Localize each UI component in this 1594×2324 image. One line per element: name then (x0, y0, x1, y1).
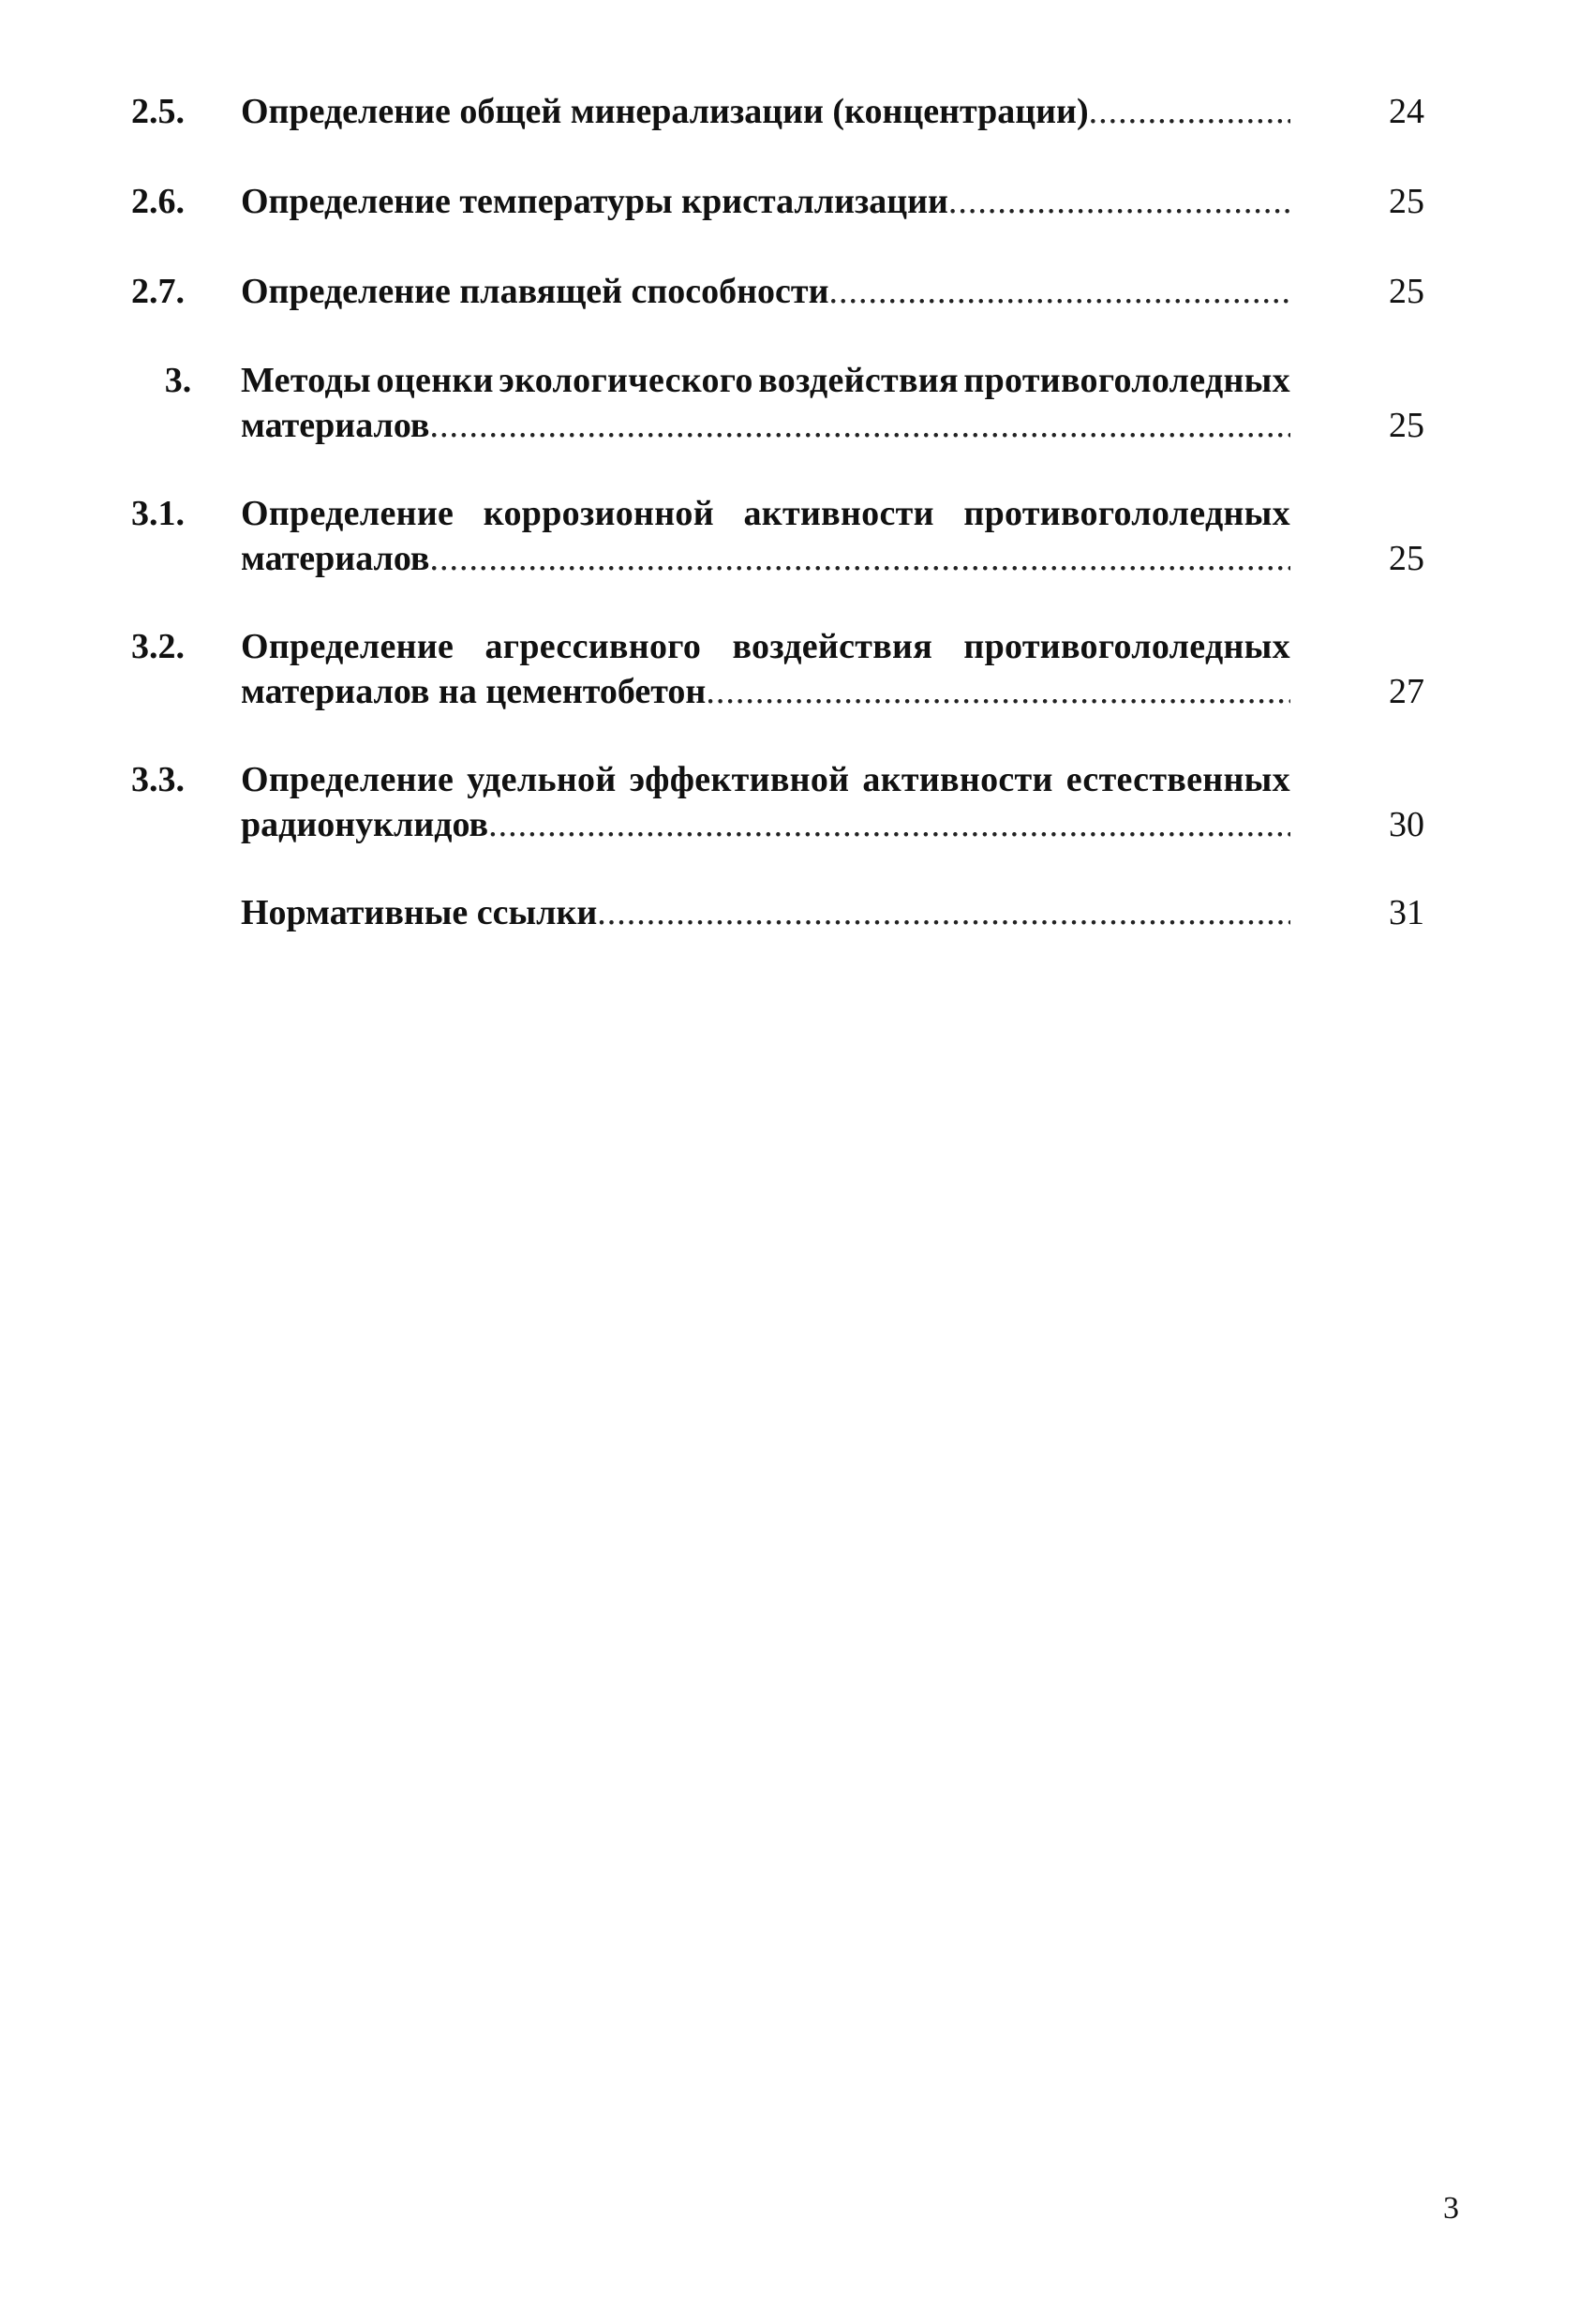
toc-entry (131, 491, 1424, 581)
toc-page-number: 25 (1389, 182, 1424, 221)
toc-entry-title: Определение плавящей способности (241, 272, 829, 311)
toc-entry-title-line: Определение агрессивного воздействия противогололедных (241, 627, 1290, 666)
toc-entry (131, 890, 1424, 935)
dot-leader (948, 179, 1290, 224)
toc-entry (131, 624, 1424, 714)
toc-entry-number: 2.7. (131, 272, 185, 311)
toc-entry (131, 269, 1424, 314)
toc-page-number: 25 (1389, 406, 1424, 445)
toc-entry-title-continued: радионуклидов (241, 805, 489, 844)
page-number-footer: 3 (1443, 2191, 1459, 2226)
dot-leader (429, 403, 1290, 448)
toc-entry-number: 3.3. (131, 760, 185, 799)
toc-entry-title: Определение общей минерализации (концентрации) (241, 92, 1089, 131)
toc-page-number: 31 (1389, 893, 1424, 932)
toc-entry (131, 89, 1424, 134)
toc-entry (131, 757, 1424, 847)
toc-entry-number: 3.1. (131, 494, 185, 533)
toc-entry-title-continued: материалов (241, 406, 430, 445)
toc-page-number: 24 (1389, 92, 1424, 131)
toc-entry (131, 358, 1424, 448)
toc-page-number: 27 (1389, 672, 1424, 711)
toc-entry-title-line: Определение удельной эффективной активности естественных (241, 760, 1290, 799)
toc-entry-number: 2.6. (131, 182, 185, 221)
toc-entry-title: Нормативные ссылки (241, 893, 598, 932)
toc-entry-title-continued: материалов (241, 539, 430, 578)
dot-leader (429, 536, 1290, 581)
toc-entry-title-line: Определение коррозионной активности противогололедных (241, 494, 1290, 533)
toc-entry-number: 3.2. (131, 627, 185, 666)
dot-leader (488, 802, 1290, 847)
toc-page-number: 25 (1389, 539, 1424, 578)
dot-leader (1089, 89, 1290, 134)
toc-entry-number: 2.5. (131, 92, 185, 131)
toc-entry (131, 179, 1424, 224)
toc-entry-number: 3. (164, 361, 192, 400)
toc-entry-title: Определение температуры кристаллизации (241, 182, 948, 221)
toc-entry-title-continued: материалов на цементобетон (241, 672, 707, 711)
dot-leader (828, 269, 1290, 314)
toc-page-number: 25 (1389, 272, 1424, 311)
toc-entry-title-line: Методы оценки экологического воздействия противогололедных (241, 361, 1290, 400)
toc-page-number: 30 (1389, 805, 1424, 844)
table-of-contents (131, 89, 1424, 935)
dot-leader (706, 669, 1290, 714)
dot-leader (597, 890, 1290, 935)
